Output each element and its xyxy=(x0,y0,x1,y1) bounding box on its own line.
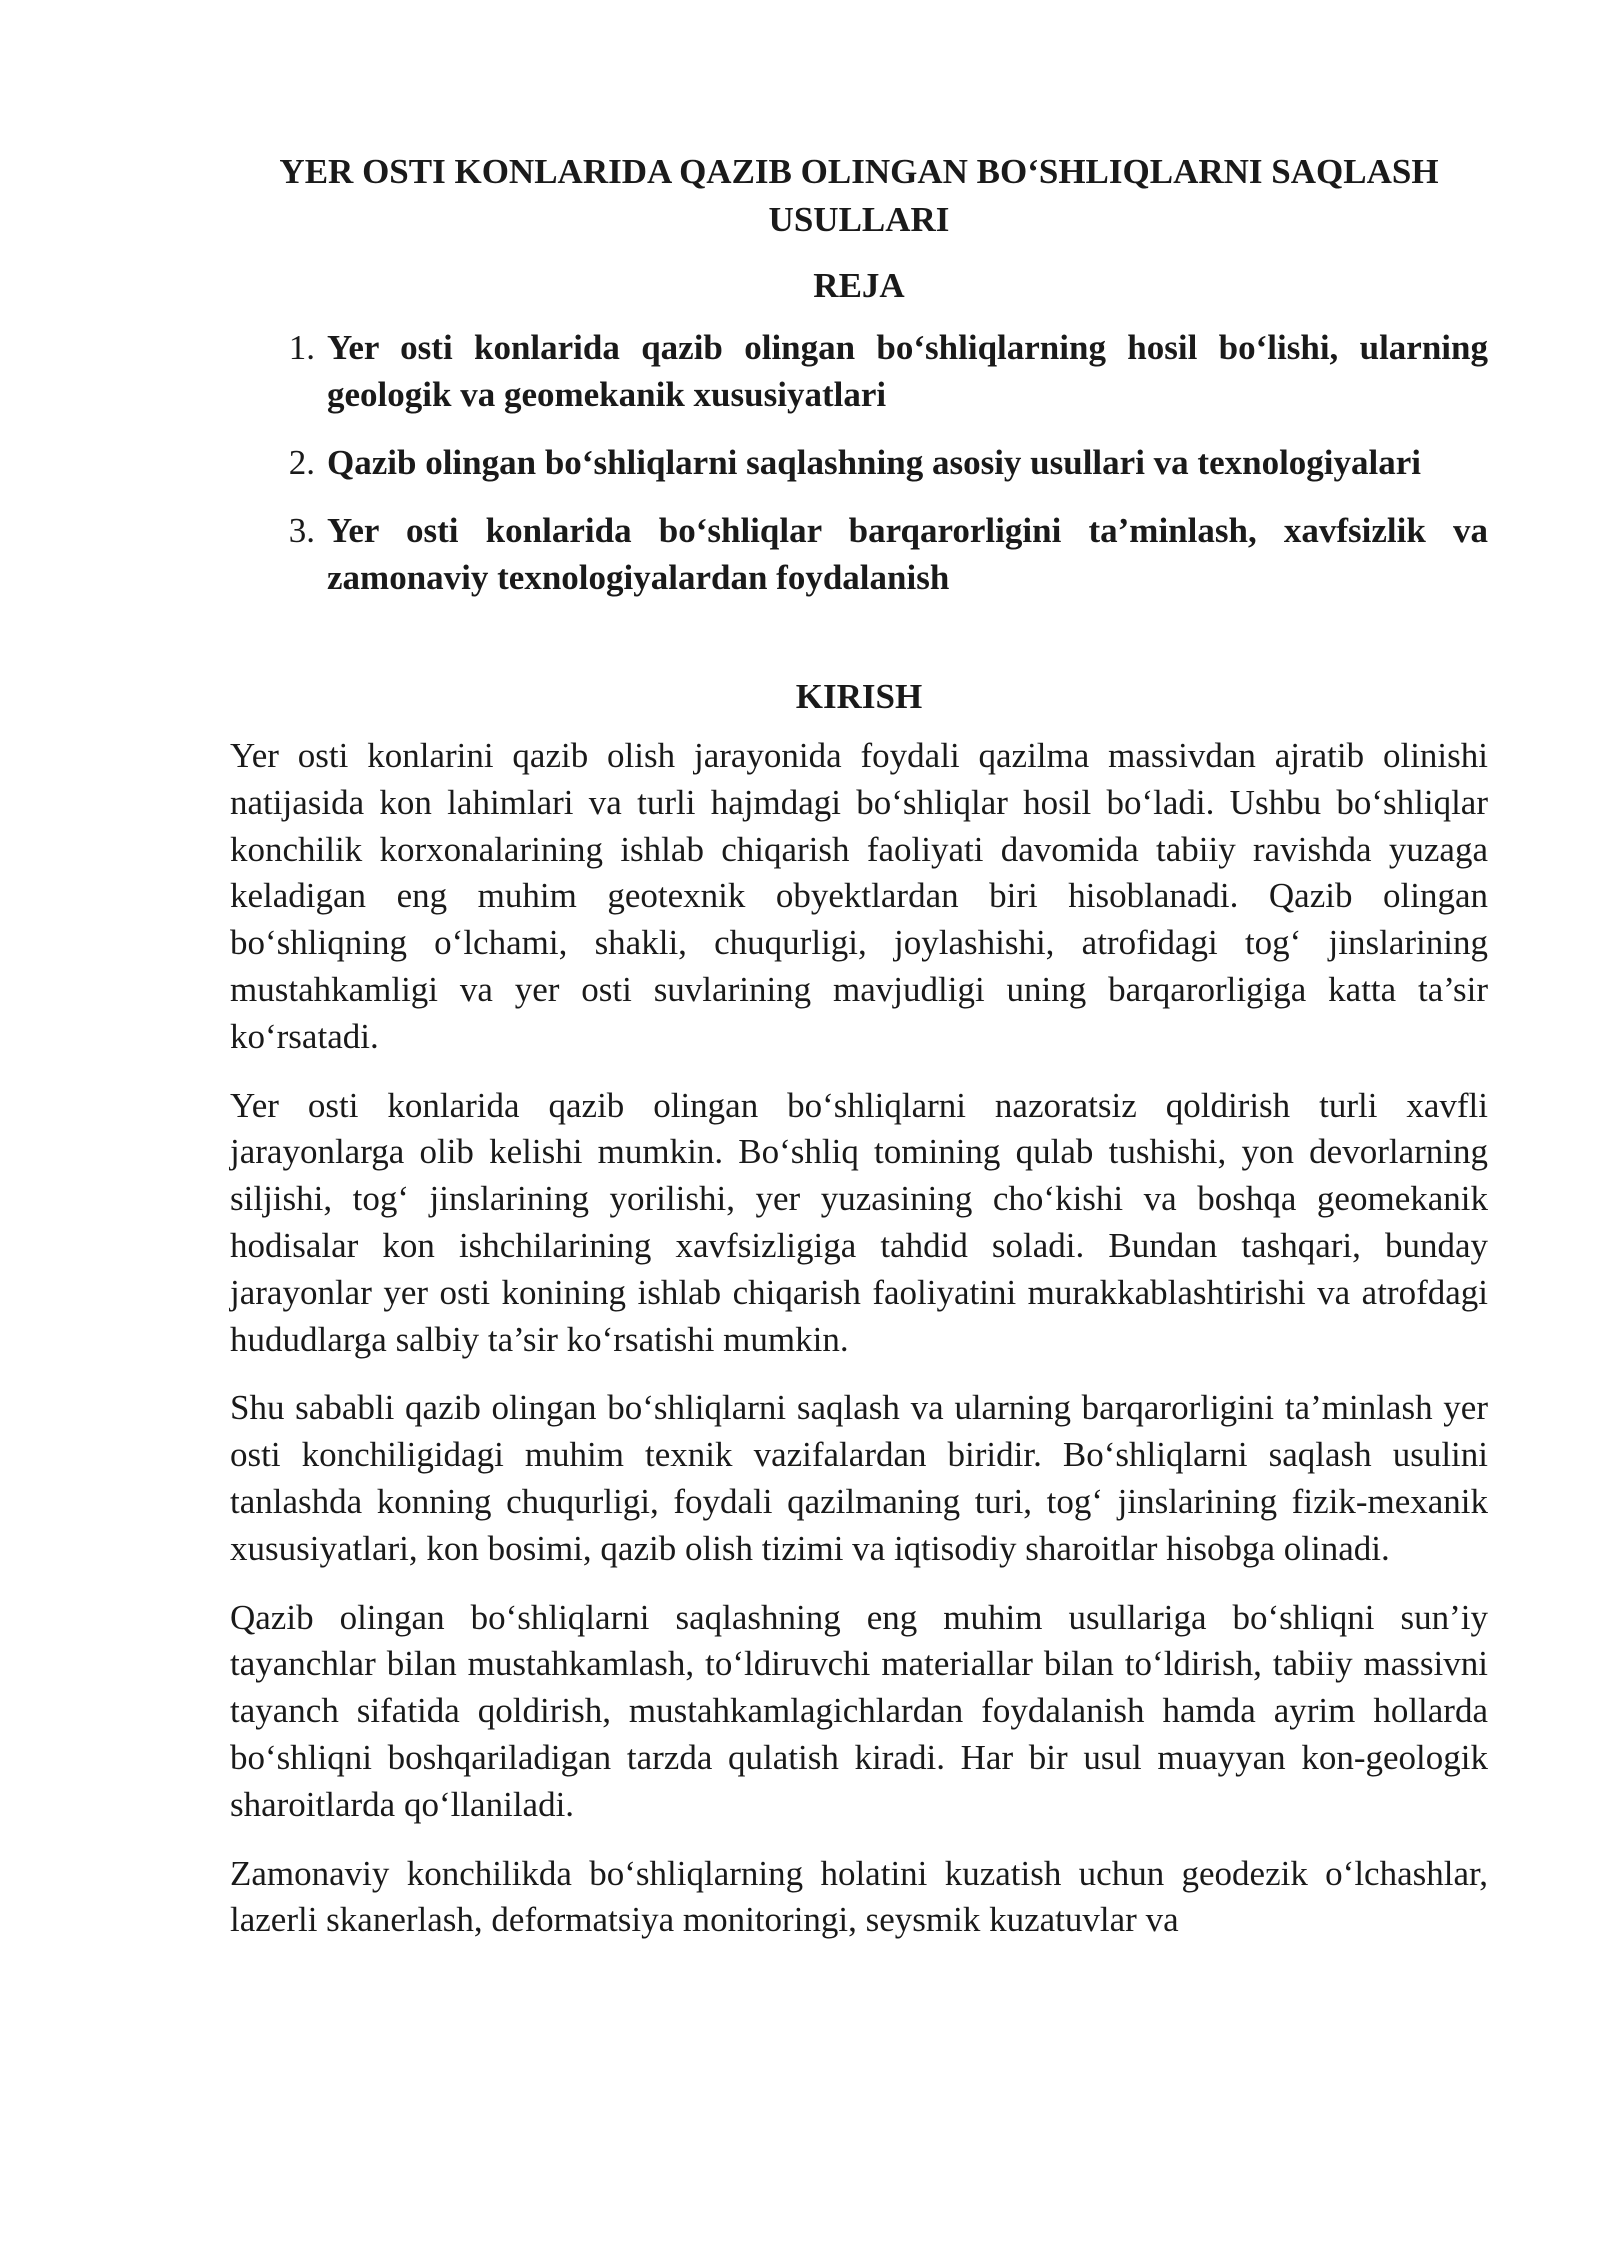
plan-item xyxy=(230,439,1488,486)
document-page xyxy=(230,148,1488,1966)
plan-heading: REJA xyxy=(813,266,905,305)
body-paragraph: Zamonaviy konchilikda bo‘shliqlarning holatini kuzatish uchun geodezik o‘lchashlar, lazerli skanerlash, deformatsiya monitoringi, seysmik kuzatuvlar va xyxy=(230,1853,1488,1940)
plan-item-text: Yer osti konlarida bo‘shliqlar barqarorligini ta’minlash, xavfsizlik va zamonaviy texnologiyalardan foydalanish xyxy=(327,511,1488,597)
plan-list xyxy=(230,324,1488,601)
plan-item xyxy=(230,507,1488,601)
body-paragraph: Shu sababli qazib olingan bo‘shliqlarni saqlash va ularning barqarorligini ta’minlash yer osti konchiligidagi muhim texnik vazifalardan biridir. Bo‘shliqlarni saqlash usulini tanlashda konning chuqurligi, foydali qazilmaning turi, tog‘ jinslarining fizik-mexanik xususiyatlari, kon bosimi, qazib olish tizimi va iqtisodiy sharoitlar hisobga olinadi. xyxy=(230,1388,1488,1568)
plan-item-text: Qazib olingan bo‘shliqlarni saqlashning asosiy usullari va texnologiyalari xyxy=(327,443,1422,482)
document-title: YER OSTI KONLARIDA QAZIB OLINGAN BO‘SHLIQLARNI SAQLASH USULLARI xyxy=(279,152,1439,239)
plan-item xyxy=(230,324,1488,418)
plan-item-number: 2. xyxy=(288,443,315,482)
plan-item-text: Yer osti konlarida qazib olingan bo‘shliqlarning hosil bo‘lishi, ularning geologik va geomekanik xususiyatlari xyxy=(327,328,1488,414)
intro-heading: KIRISH xyxy=(795,677,923,716)
body-paragraph: Qazib olingan bo‘shliqlarni saqlashning eng muhim usullariga bo‘shliqni sun’iy tayanchlar bilan mustahkamlash, to‘ldiruvchi materiallar bilan to‘ldirish, tabiiy massivni tayanch sifatida qoldirish, mustahkamlagichlardan foydalanish hamda ayrim hollarda bo‘shliqni boshqariladigan tarzda qulatish kiradi. Har bir usul muayyan kon-geologik sharoitlarda qo‘llaniladi. xyxy=(230,1597,1488,1824)
body-paragraph: Yer osti konlarida qazib olingan bo‘shliqlarni nazoratsiz qoldirish turli xavfli jarayonlarga olib kelishi mumkin. Bo‘shliq tomining qulab tushishi, yon devorlarning siljishi, tog‘ jinslarining yorilishi, yer yuzasining cho‘kishi va boshqa geomekanik hodisalar kon ishchilarining xavfsizligiga tahdid soladi. Bundan tashqari, bunday jarayonlar yer osti konining ishlab chiqarish faoliyatini murakkablashtirishi va atrofdagi hududlarga salbiy ta’sir ko‘rsatishi mumkin. xyxy=(230,1085,1488,1359)
plan-item-number: 1. xyxy=(288,328,315,367)
plan-item-number: 3. xyxy=(288,511,315,550)
body-paragraph: Yer osti konlarini qazib olish jarayonida foydali qazilma massivdan ajratib olinishi natijasida kon lahimlari va turli hajmdagi bo‘shliqlar hosil bo‘ladi. Ushbu bo‘shliqlar konchilik korxonalarining ishlab chiqarish faoliyati davomida tabiiy ravishda yuzaga keladigan eng muhim geotexnik obyektlardan biri hisoblanadi. Qazib olingan bo‘shliqning o‘lchami, shakli, chuqurligi, joylashishi, atrofidagi tog‘ jinslarining mustahkamligi va yer osti suvlarining mavjudligi uning barqarorligiga katta ta’sir ko‘rsatadi. xyxy=(230,736,1488,1056)
